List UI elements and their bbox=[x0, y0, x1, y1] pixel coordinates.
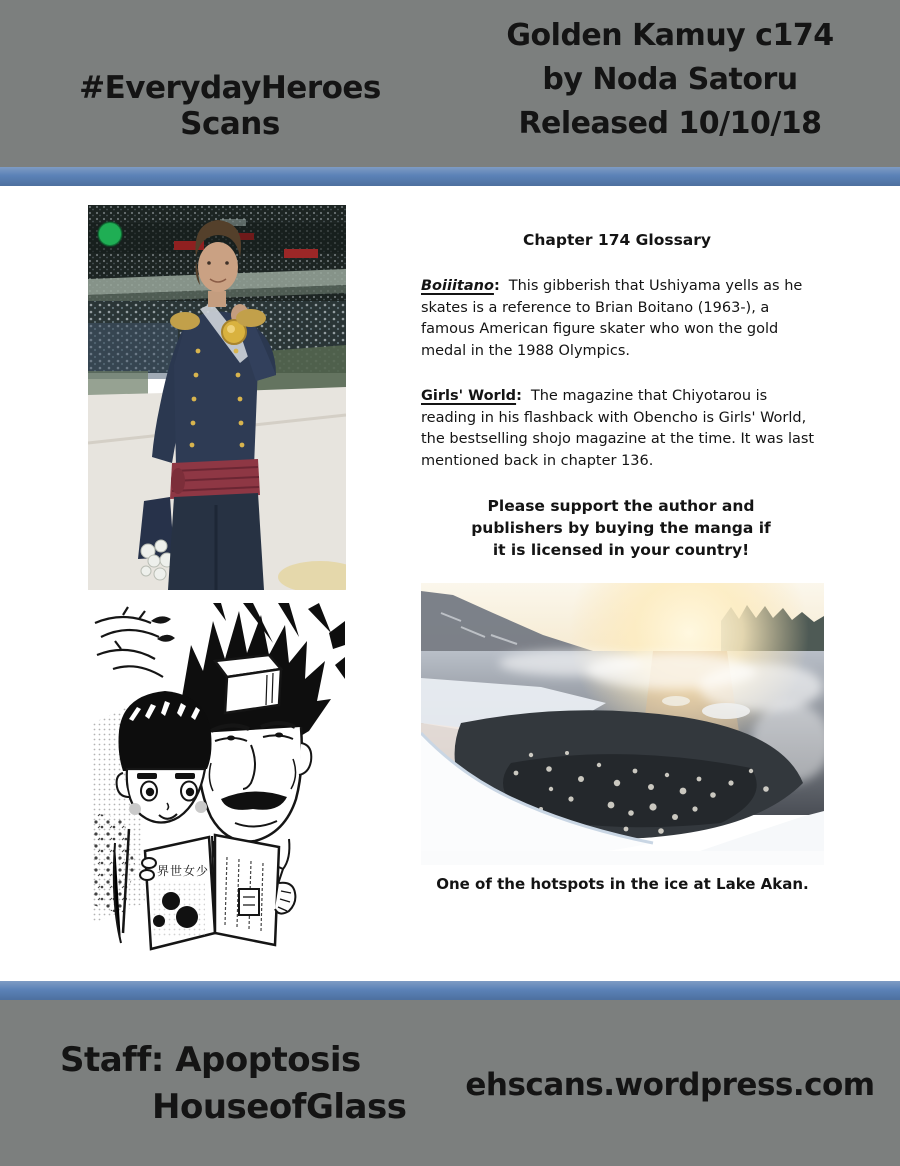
support-line: it is licensed in your country! bbox=[492, 541, 750, 559]
support-line: publishers by buying the manga if bbox=[471, 519, 771, 537]
bottom-divider-stripe bbox=[0, 981, 900, 1000]
lake-photo-caption: One of the hotspots in the ice at Lake Akan. bbox=[436, 875, 809, 893]
staff-credit-line-2: HouseofGlass bbox=[152, 1087, 407, 1127]
release-title: Golden Kamuy c174 bbox=[506, 18, 834, 53]
glossary-term: Girls' World bbox=[421, 388, 517, 404]
glossary-definition: The magazine that Chiyotarou is reading in his flashback with Obencho is Girls' World, the bestselling shojo magazine at the time. It was last mentioned back in chapter 136. bbox=[421, 388, 815, 469]
top-divider-stripe bbox=[0, 167, 900, 186]
lake-akan-photo bbox=[421, 583, 824, 865]
glossary-entry-boiiitano bbox=[421, 276, 821, 362]
glossary-colon: : bbox=[493, 278, 500, 294]
glossary-definition: This gibberish that Ushiyama yells as he skates is a reference to Brian Boitano (1963-), a famous American figure skater who won the gold medal in the 1988 Olympics. bbox=[421, 278, 803, 359]
support-message bbox=[421, 495, 821, 561]
glossary-title: Chapter 174 Glossary bbox=[522, 231, 712, 249]
manga-panel-image bbox=[93, 603, 345, 958]
figure-skater-photo bbox=[88, 205, 346, 590]
header-band bbox=[0, 0, 900, 167]
support-line: Please support the author and bbox=[487, 497, 755, 515]
glossary-term: Boiiitano bbox=[421, 278, 494, 294]
glossary-colon: : bbox=[516, 388, 522, 404]
scan-group-name: #EverydayHeroes Scans bbox=[79, 70, 381, 142]
release-author: by Noda Satoru bbox=[542, 62, 798, 97]
glossary-entry-girls-world bbox=[421, 386, 821, 472]
release-date: Released 10/10/18 bbox=[518, 106, 822, 141]
magazine bbox=[140, 835, 295, 949]
staff-credit-line-1: Staff: Apoptosis bbox=[60, 1040, 361, 1080]
website-url: ehscans.wordpress.com bbox=[465, 1067, 875, 1103]
release-info bbox=[468, 14, 872, 146]
magazine-title-text: 界世女少 bbox=[157, 864, 210, 878]
